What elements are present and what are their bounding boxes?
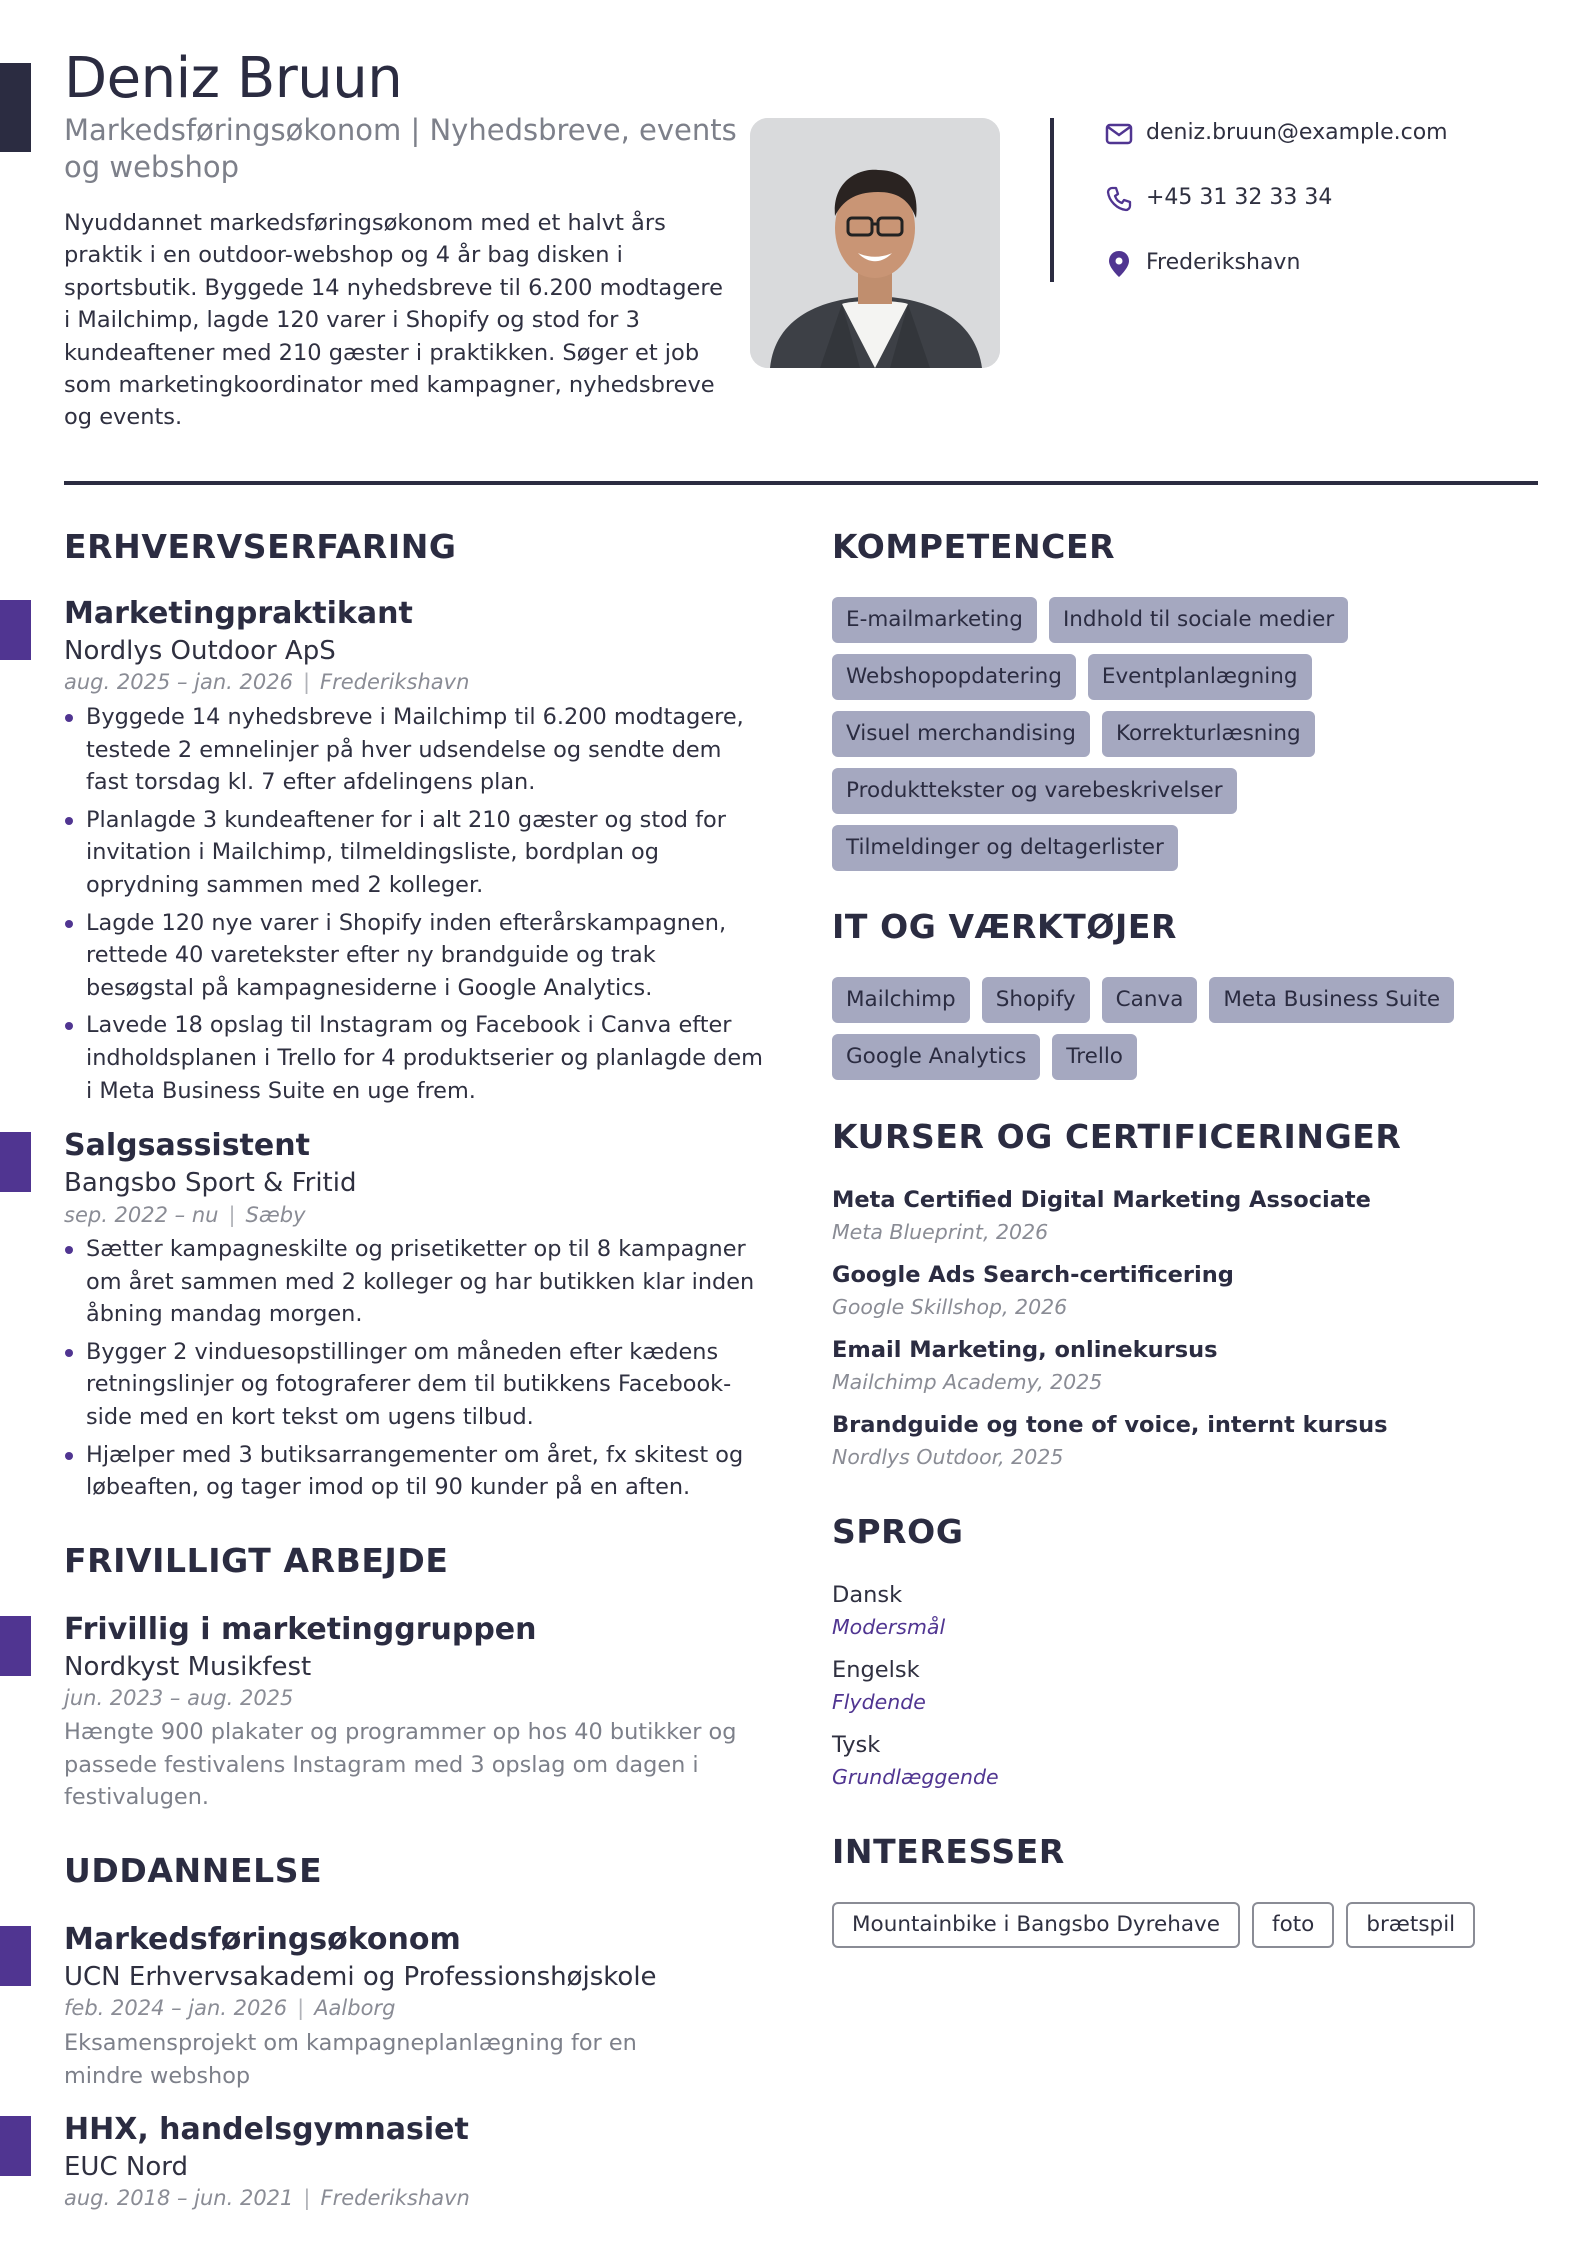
entry-accent-bar <box>0 1616 31 1676</box>
location-pin-icon <box>1104 249 1134 279</box>
job-bullets <box>64 701 764 1112</box>
list-item: Sætter kampagneskilte og prisetiketter op til 8 kampagner om året sammen med 2 kolleger og har butikken klar inden åbning mandag morgen. <box>64 1233 764 1331</box>
interest-chip: Mountainbike i Bangsbo Dyrehave <box>832 1902 1240 1948</box>
course-issuer: Mailchimp Academy, 2025 <box>832 1370 1103 1394</box>
education-school: EUC Nord <box>64 2152 188 2182</box>
entry-accent-bar <box>0 600 31 660</box>
job-dates: aug. 2025 – jan. 2026 <box>64 670 293 694</box>
tool-chip: Canva <box>1102 977 1198 1023</box>
education-dates: aug. 2018 – jun. 2021 <box>64 2186 294 2210</box>
job-company: Nordlys Outdoor ApS <box>64 636 336 666</box>
language-name: Engelsk <box>832 1657 920 1683</box>
education-school: UCN Erhvervsakademi og Professionshøjskole <box>64 1962 657 1992</box>
job-title: Marketingpraktikant <box>64 596 413 631</box>
section-title-interests: INTERESSER <box>832 1832 1065 1871</box>
job-location: Frederikshavn <box>320 670 470 694</box>
section-title-education: UDDANNELSE <box>64 1851 323 1890</box>
language-level: Modersmål <box>832 1615 946 1639</box>
skill-chip: Tilmeldinger og deltagerlister <box>832 825 1178 871</box>
entry-accent-bar <box>0 1926 31 1986</box>
education-meta: aug. 2018 – jun. 2021 | Frederikshavn <box>64 2186 470 2210</box>
job-bullets <box>64 1233 764 1509</box>
section-title-skills: KOMPETENCER <box>832 527 1116 566</box>
education-title: HHX, handelsgymnasiet <box>64 2112 469 2147</box>
course-title: Brandguide og tone of voice, internt kursus <box>832 1412 1388 1438</box>
course-issuer: Google Skillshop, 2026 <box>832 1295 1068 1319</box>
header-divider <box>64 481 1538 485</box>
interest-chip: brætspil <box>1346 1902 1475 1948</box>
contact-divider <box>1050 118 1054 282</box>
skill-chip: Produkttekster og varebeskrivelser <box>832 768 1237 814</box>
entry-accent-bar <box>0 1132 31 1192</box>
tool-chip: Google Analytics <box>832 1034 1040 1080</box>
section-title-volunteer: FRIVILLIGT ARBEJDE <box>64 1541 449 1580</box>
tool-chip: Trello <box>1052 1034 1137 1080</box>
education-dates: feb. 2024 – jan. 2026 <box>64 1996 288 2020</box>
skill-chip: E-mailmarketing <box>832 597 1037 643</box>
candidate-name: Deniz Bruun <box>64 46 403 111</box>
profile-photo <box>750 118 1000 368</box>
language-level: Grundlæggende <box>832 1765 999 1789</box>
tool-chip: Meta Business Suite <box>1209 977 1454 1023</box>
phone-text: +45 31 32 33 34 <box>1146 185 1333 210</box>
skill-chip: Eventplanlægning <box>1088 654 1312 700</box>
header-accent-bar <box>0 63 31 152</box>
job-location: Sæby <box>245 1203 306 1227</box>
job-meta: sep. 2022 – nu | Sæby <box>64 1203 306 1227</box>
skills-chips <box>832 597 1532 882</box>
headline: Markedsføringsøkonom | Nyhedsbreve, events og webshop <box>64 113 737 184</box>
tool-chip: Shopify <box>982 977 1090 1023</box>
email-text: deniz.bruun@example.com <box>1146 120 1448 145</box>
portrait-image <box>750 118 1000 368</box>
tool-chip: Mailchimp <box>832 977 970 1023</box>
job-company: Bangsbo Sport & Fritid <box>64 1168 357 1198</box>
education-location: Frederikshavn <box>320 2186 470 2210</box>
section-title-tools: IT OG VÆRKTØJER <box>832 907 1178 946</box>
education-meta: feb. 2024 – jan. 2026 | Aalborg <box>64 1996 396 2020</box>
phone-icon <box>1104 184 1134 214</box>
job-dates: sep. 2022 – nu <box>64 1203 219 1227</box>
course-title: Email Marketing, onlinekursus <box>832 1337 1218 1363</box>
course-title: Google Ads Search-certificering <box>832 1262 1234 1288</box>
education-location: Aalborg <box>314 1996 396 2020</box>
job-meta: aug. 2025 – jan. 2026 | Frederikshavn <box>64 670 470 694</box>
language-level: Flydende <box>832 1690 926 1714</box>
interest-chip: foto <box>1252 1902 1334 1948</box>
language-name: Dansk <box>832 1582 903 1608</box>
section-title-languages: SPROG <box>832 1512 964 1551</box>
section-title-courses: KURSER OG CERTIFICERINGER <box>832 1117 1402 1156</box>
volunteer-org: Nordkyst Musikfest <box>64 1652 312 1682</box>
location-text: Frederikshavn <box>1146 250 1301 275</box>
skill-chip: Korrekturlæsning <box>1102 711 1315 757</box>
list-item: Lavede 18 opslag til Instagram og Facebook i Canva efter indholdsplanen i Trello for 4 produktserier og planlagde dem i Meta Business Suite en uge frem. <box>64 1009 764 1107</box>
list-item: Bygger 2 vinduesopstillinger om måneden efter kædens retningslinjer og fotograferer dem til butikkens Facebook-side med en kort tekst om ugens tilbud. <box>64 1336 764 1434</box>
tools-chips <box>832 977 1532 1091</box>
interest-chips <box>832 1902 1487 1948</box>
course-issuer: Nordlys Outdoor, 2025 <box>832 1445 1064 1469</box>
education-description: Eksamensprojekt om kampagneplanlægning for en mindre webshop <box>64 2030 637 2089</box>
course-title: Meta Certified Digital Marketing Associate <box>832 1187 1371 1213</box>
skill-chip: Webshopopdatering <box>832 654 1076 700</box>
mail-icon <box>1104 119 1134 149</box>
list-item: Hjælper med 3 butiksarrangementer om året, fx skitest og løbeaften, og tager imod op til 90 kunder på en aften. <box>64 1439 764 1504</box>
education-title: Markedsføringsøkonom <box>64 1922 461 1957</box>
section-title-experience: ERHVERVSERFARING <box>64 527 457 566</box>
list-item: Lagde 120 nye varer i Shopify inden efterårskampagnen, rettede 40 varetekster efter ny brandguide og trak besøgstal på kampagnesiderne i Google Analytics. <box>64 907 764 1005</box>
entry-accent-bar <box>0 2116 31 2176</box>
job-title: Salgsassistent <box>64 1128 310 1163</box>
list-item: Byggede 14 nyhedsbreve i Mailchimp til 6.200 modtagere, testede 2 emnelinjer på hver udsendelse og sendte dem fast torsdag kl. 7 efter afdelingens plan. <box>64 701 764 799</box>
skill-chip: Indhold til sociale medier <box>1049 597 1348 643</box>
language-name: Tysk <box>832 1732 881 1758</box>
volunteer-title: Frivillig i marketinggruppen <box>64 1612 537 1647</box>
skill-chip: Visuel merchandising <box>832 711 1090 757</box>
volunteer-dates: jun. 2023 – aug. 2025 <box>64 1686 294 1710</box>
volunteer-description: Hængte 900 plakater og programmer op hos 40 butikker og passede festivalens Instagram med 3 opslag om dagen i festivalugen. <box>64 1719 737 1811</box>
course-issuer: Meta Blueprint, 2026 <box>832 1220 1049 1244</box>
profile-summary: Nyuddannet markedsføringsøkonom med et halvt års praktik i en outdoor-webshop og 4 år bag disken i sportsbutik. Byggede 14 nyhedsbreve til 6.200 modtagere i Mailchimp, lagde 120 varer i Shopify og stod for 3 kundeaftener med 210 gæster i praktikken. Søger et job som marketingkoordinator med kampagner, nyhedsbreve og events. <box>64 210 723 431</box>
list-item: Planlagde 3 kundeaftener for i alt 210 gæster og stod for invitation i Mailchimp, tilmeldingsliste, bordplan og oprydning sammen med 2 kolleger. <box>64 804 764 902</box>
